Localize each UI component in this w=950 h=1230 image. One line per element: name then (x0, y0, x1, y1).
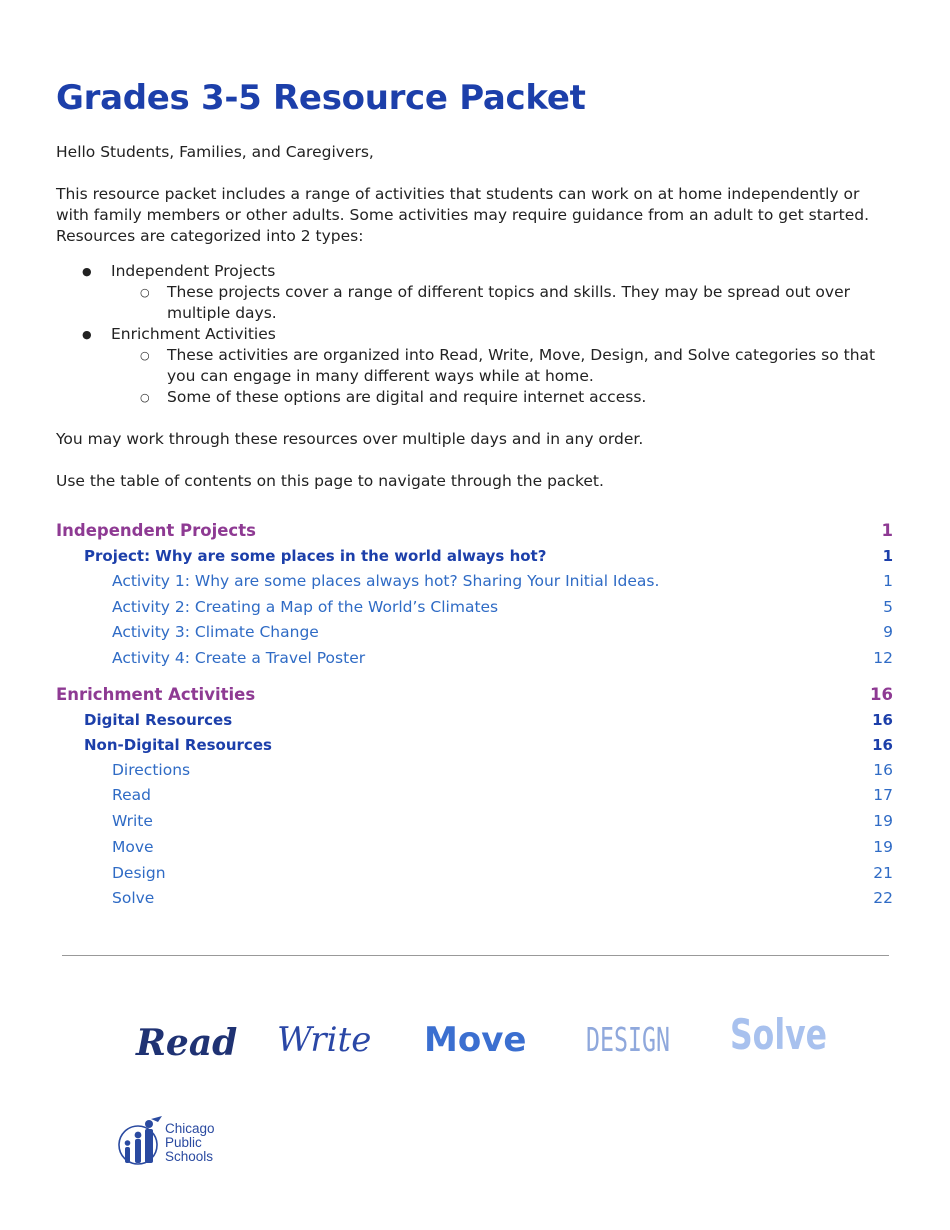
toc-entry-activity-3[interactable] (56, 620, 893, 646)
toc-label: Directions (112, 760, 191, 779)
toc-label: Independent Projects (56, 521, 256, 540)
toc-page: 1 (882, 547, 893, 565)
resource-types-list (56, 261, 891, 408)
logo-line-2: Public (165, 1135, 202, 1150)
intro-paragraph: This resource packet includes a range of activities that students can work on at home independently or with family members or other adults. Some activities may require guidance from an adult to get started. Resources are categorized into 2 types: (56, 185, 870, 245)
banner-read: Read (136, 1022, 238, 1064)
toc-page: 1 (881, 521, 893, 540)
sub-list-item: ○ These projects cover a range of different topics and skills. They may be spread out over multiple days. (56, 282, 891, 324)
toc-entry-activity-4[interactable] (56, 646, 893, 672)
toc-entry-project[interactable] (56, 544, 893, 569)
banner-solve: Solve (730, 1010, 827, 1059)
sub-list-item: ○ These activities are organized into Read, Write, Move, Design, and Solve categories so that you can engage in many different ways while at home. (56, 345, 891, 387)
cps-figures-icon (119, 1116, 162, 1164)
toc-entry-activity-1[interactable] (56, 569, 893, 595)
page-title: Grades 3-5 Resource Packet (56, 78, 586, 118)
toc-label: Non-Digital Resources (84, 735, 272, 754)
toc-entry-design[interactable] (56, 861, 893, 887)
toc-label: Move (112, 837, 154, 856)
toc-label: Activity 2: Creating a Map of the World’s Climates (112, 597, 499, 616)
toc-label: Read (112, 786, 151, 805)
toc-label: Design (112, 863, 166, 882)
toc-page: 12 (873, 649, 893, 668)
toc-page: 19 (873, 812, 893, 831)
toc-label: Activity 3: Climate Change (112, 623, 319, 642)
logo-line-1: Chicago (165, 1121, 215, 1136)
toc-entry-independent-projects[interactable] (56, 518, 893, 544)
toc-label: Activity 4: Create a Travel Poster (112, 649, 366, 668)
toc-page: 21 (873, 863, 893, 882)
list-item: ● Enrichment Activities (56, 324, 891, 345)
toc-entry-write[interactable] (56, 809, 893, 835)
toc-page: 16 (870, 684, 893, 704)
horizontal-divider (62, 955, 889, 956)
banner-move: Move (424, 1020, 527, 1060)
toc-entry-non-digital-resources[interactable] (56, 733, 893, 758)
toc-label: Solve (112, 889, 155, 908)
list-item: ● Independent Projects (56, 261, 891, 282)
toc-page: 1 (883, 572, 893, 590)
cps-logo (118, 1115, 248, 1171)
banner-write: Write (277, 1020, 372, 1060)
toc-page: 16 (873, 760, 893, 779)
toc-label: Enrichment Activities (56, 684, 256, 704)
toc-entry-digital-resources[interactable] (56, 708, 893, 733)
toc-label: Project: Why are some places in the world always hot? (84, 547, 547, 565)
toc-page: 9 (883, 623, 893, 642)
toc-page: 19 (873, 837, 893, 856)
toc-label: Digital Resources (84, 710, 233, 729)
toc-entry-activity-2[interactable] (56, 595, 893, 621)
toc-entry-enrichment-activities[interactable] (56, 682, 893, 708)
toc-page: 5 (883, 597, 893, 616)
category-banner (0, 1005, 950, 1065)
toc-entry-solve[interactable] (56, 886, 893, 912)
toc-page: 16 (872, 735, 893, 754)
toc-page: 17 (873, 786, 893, 805)
table-of-contents (56, 518, 893, 912)
banner-design: DESIGN (586, 1020, 670, 1059)
greeting: Hello Students, Families, and Caregivers, (56, 143, 374, 161)
toc-page: 16 (872, 710, 893, 729)
order-note: You may work through these resources over multiple days and in any order. (56, 430, 644, 448)
toc-entry-move[interactable] (56, 835, 893, 861)
logo-line-3: Schools (165, 1149, 214, 1164)
toc-entry-directions[interactable] (56, 758, 893, 784)
toc-label: Write (112, 812, 153, 831)
toc-page: 22 (873, 889, 893, 908)
toc-note: Use the table of contents on this page to navigate through the packet. (56, 472, 604, 490)
toc-entry-read[interactable] (56, 783, 893, 809)
toc-label: Activity 1: Why are some places always hot? Sharing Your Initial Ideas. (112, 572, 660, 590)
sub-list-item: ○ Some of these options are digital and require internet access. (56, 387, 891, 408)
